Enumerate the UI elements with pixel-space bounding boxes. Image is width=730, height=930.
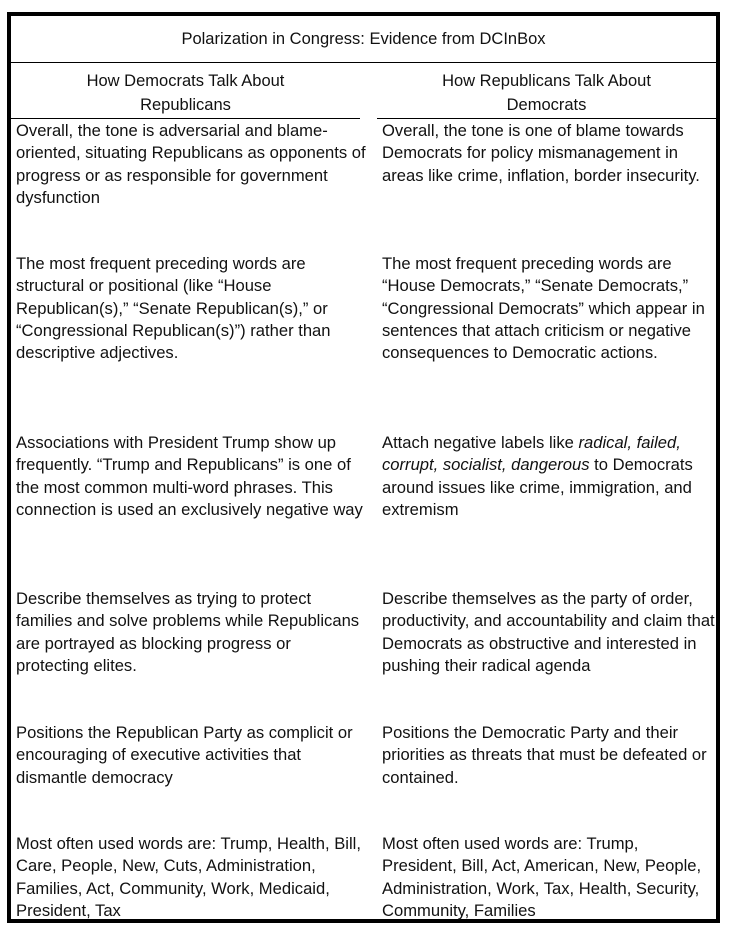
table-cell — [382, 253, 717, 364]
cell-text: Overall, the tone is one of blame towards Democrats for policy mismanagement in areas like crime, inflation, border insecurity. — [382, 121, 700, 185]
cell-text: Most often used words are: Trump, President, Bill, Act, American, New, People, Administration, Work, Tax, Health, Security, Community, Families — [382, 834, 702, 920]
cell-text: Associations with President Trump show up frequently. “Trump and Republicans” is one of the most common multi-word phrases. This connection is used an exclusively negative way — [16, 433, 363, 519]
table-cell — [382, 722, 717, 789]
table-title-text: Polarization in Congress: Evidence from DCInBox — [181, 29, 546, 48]
table-cell — [16, 253, 366, 364]
cell-text-italic: radical, failed, corrupt, socialist, dangerous — [382, 433, 681, 475]
column-header-line: Democrats — [506, 96, 587, 114]
table-cell — [382, 120, 717, 187]
column-header-democrats — [11, 64, 360, 119]
cell-text: Most often used words are: Trump, Health, Bill, Care, People, New, Cuts, Administration, Families, Act, Community, Work, Medicaid, President, Tax — [16, 834, 361, 920]
comparison-table — [7, 12, 720, 923]
cell-text: Positions the Democratic Party and their priorities as threats that must be defeated or contained. — [382, 723, 707, 787]
cell-text: The most frequent preceding words are “House Democrats,” “Senate Democrats,” “Congressional Democrats” which appear in sentences that attach criticism or negative consequences to Democratic actions. — [382, 254, 705, 363]
table-cell — [382, 588, 717, 677]
table-cell — [16, 833, 366, 922]
cell-text: Describe themselves as the party of order, productivity, and accountability and claim that Democrats as obstructive and interested in pushing their radical agenda — [382, 589, 715, 675]
cell-text: Describe themselves as trying to protect families and solve problems while Republicans are portrayed as blocking progress or protecting elites. — [16, 589, 360, 675]
table-title — [11, 16, 716, 63]
table-cell — [382, 432, 717, 521]
table-cell — [16, 120, 366, 209]
column-header-republicans — [377, 64, 716, 119]
cell-text: Overall, the tone is adversarial and blame-oriented, situating Republicans as opponents of progress or as responsible for government dysfunction — [16, 121, 366, 207]
cell-text — [382, 432, 717, 521]
cell-text: Positions the Republican Party as complicit or encouraging of executive activities that dismantle democracy — [16, 723, 353, 787]
cell-text: The most frequent preceding words are structural or positional (like “House Republican(s),” “Senate Republican(s),” or “Congressional Republican(s)”) rather than descriptive adjectives. — [16, 254, 331, 363]
table-cell — [16, 722, 366, 789]
column-header-line: Republicans — [140, 96, 231, 114]
column-header-line: How Democrats Talk About — [86, 72, 285, 90]
cell-text-part: Attach negative labels like — [382, 433, 579, 452]
table-cell — [382, 833, 717, 922]
table-cell — [16, 588, 366, 677]
column-header-line: How Republicans Talk About — [442, 72, 651, 90]
table-cell — [16, 432, 366, 521]
cell-text-part: to Democrats around issues like crime, immigration, and extremism — [382, 455, 693, 519]
